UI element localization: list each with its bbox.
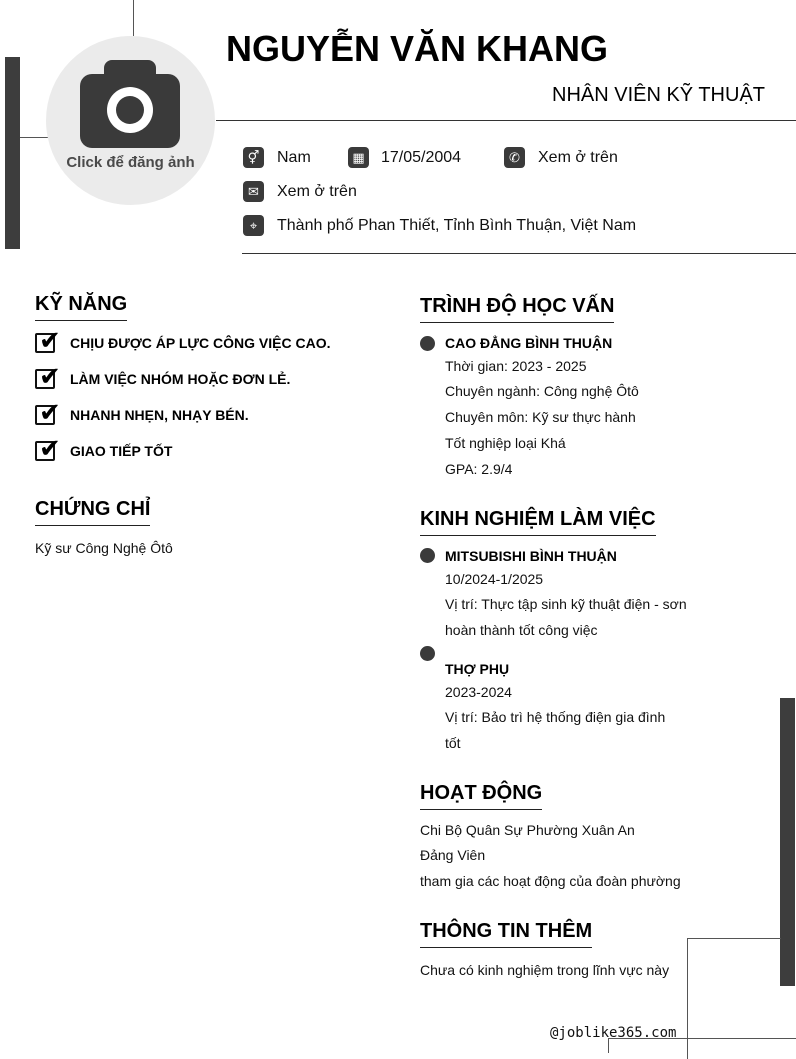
skill-item: LÀM VIỆC NHÓM HOẶC ĐƠN LẺ.: [70, 371, 291, 387]
phone-icon: ✆: [504, 147, 525, 168]
checkbox-checked-icon: ✔: [35, 331, 63, 355]
school-name: CAO ĐẲNG BÌNH THUẬN: [445, 335, 613, 351]
phone-value: Xem ở trên: [538, 149, 618, 166]
top-divider-line: [133, 0, 134, 36]
mail-icon: ✉: [243, 181, 264, 202]
skill-item: GIAO TIẾP TỐT: [70, 443, 173, 459]
certificate-item: Kỹ sư Công Nghệ Ôtô: [35, 540, 173, 556]
calendar-icon: ▦: [348, 147, 369, 168]
avatar-divider-line: [20, 137, 48, 138]
experience-line: Vị trí: Thực tập sinh kỹ thuật điện - sơn: [445, 596, 687, 612]
additional-line: Chưa có kinh nghiệm trong lĩnh vực này: [420, 962, 670, 978]
certificates-title: CHỨNG CHỈ: [35, 498, 150, 526]
education-line: Chuyên môn: Kỹ sư thực hành: [445, 409, 636, 425]
experience-line: Vị trí: Bảo trì hệ thống điện gia đình: [445, 709, 666, 725]
full-name: NGUYỄN VĂN KHANG: [226, 28, 609, 69]
education-line: Tốt nghiệp loại Khá: [445, 435, 566, 451]
avatar-upload[interactable]: [46, 36, 215, 205]
education-line: Thời gian: 2023 - 2025: [445, 358, 587, 374]
address-value: Thành phố Phan Thiết, Tỉnh Bình Thuận, Việt Nam: [277, 217, 637, 234]
skill-item: CHỊU ĐƯỢC ÁP LỰC CÔNG VIỆC CAO.: [70, 335, 331, 351]
activity-line: Chi Bộ Quân Sự Phường Xuân An: [420, 822, 635, 838]
experience-period: 2023-2024: [445, 684, 512, 700]
gender-icon: ⚥: [243, 147, 264, 168]
experience-title: KINH NGHIỆM LÀM VIỆC: [420, 508, 656, 536]
education-line: GPA: 2.9/4: [445, 461, 513, 477]
gender-value: Nam: [277, 149, 311, 166]
corner-frame: [687, 938, 781, 1059]
bullet-dot-icon: [420, 646, 435, 661]
left-accent-bar: [5, 57, 20, 249]
education-title: TRÌNH ĐỘ HỌC VẤN: [420, 295, 614, 323]
watermark: @joblike365.com: [550, 1025, 677, 1041]
activity-line: tham gia các hoạt động của đoàn phường: [420, 873, 681, 889]
bullet-dot-icon: [420, 548, 435, 563]
location-icon: ⌖: [243, 215, 264, 236]
birthdate-value: 17/05/2004: [381, 149, 462, 166]
experience-period: 10/2024-1/2025: [445, 571, 544, 587]
activity-line: Đảng Viên: [420, 847, 486, 863]
contact-divider-line: [242, 253, 796, 254]
additional-title: THÔNG TIN THÊM: [420, 920, 592, 948]
header-divider-line: [216, 120, 796, 121]
checkbox-checked-icon: ✔: [35, 439, 63, 463]
experience-line: hoàn thành tốt công việc: [445, 622, 598, 638]
experience-company: MITSUBISHI BÌNH THUẬN: [445, 548, 617, 564]
bullet-dot-icon: [420, 336, 435, 351]
activities-title: HOẠT ĐỘNG: [420, 782, 542, 810]
job-title: NHÂN VIÊN KỸ THUẬT: [552, 84, 765, 106]
avatar-caption: Click để đăng ảnh: [66, 154, 195, 171]
experience-company: THỢ PHỤ: [445, 661, 510, 677]
education-line: Chuyên ngành: Công nghệ Ôtô: [445, 383, 639, 399]
skill-item: NHANH NHẸN, NHẠY BÉN.: [70, 407, 249, 423]
email-value: Xem ở trên: [277, 183, 357, 200]
checkbox-checked-icon: ✔: [35, 367, 63, 391]
right-accent-bar: [780, 698, 795, 986]
checkbox-checked-icon: ✔: [35, 403, 63, 427]
experience-line: tốt: [445, 735, 461, 751]
skills-title: KỸ NĂNG: [35, 293, 127, 321]
